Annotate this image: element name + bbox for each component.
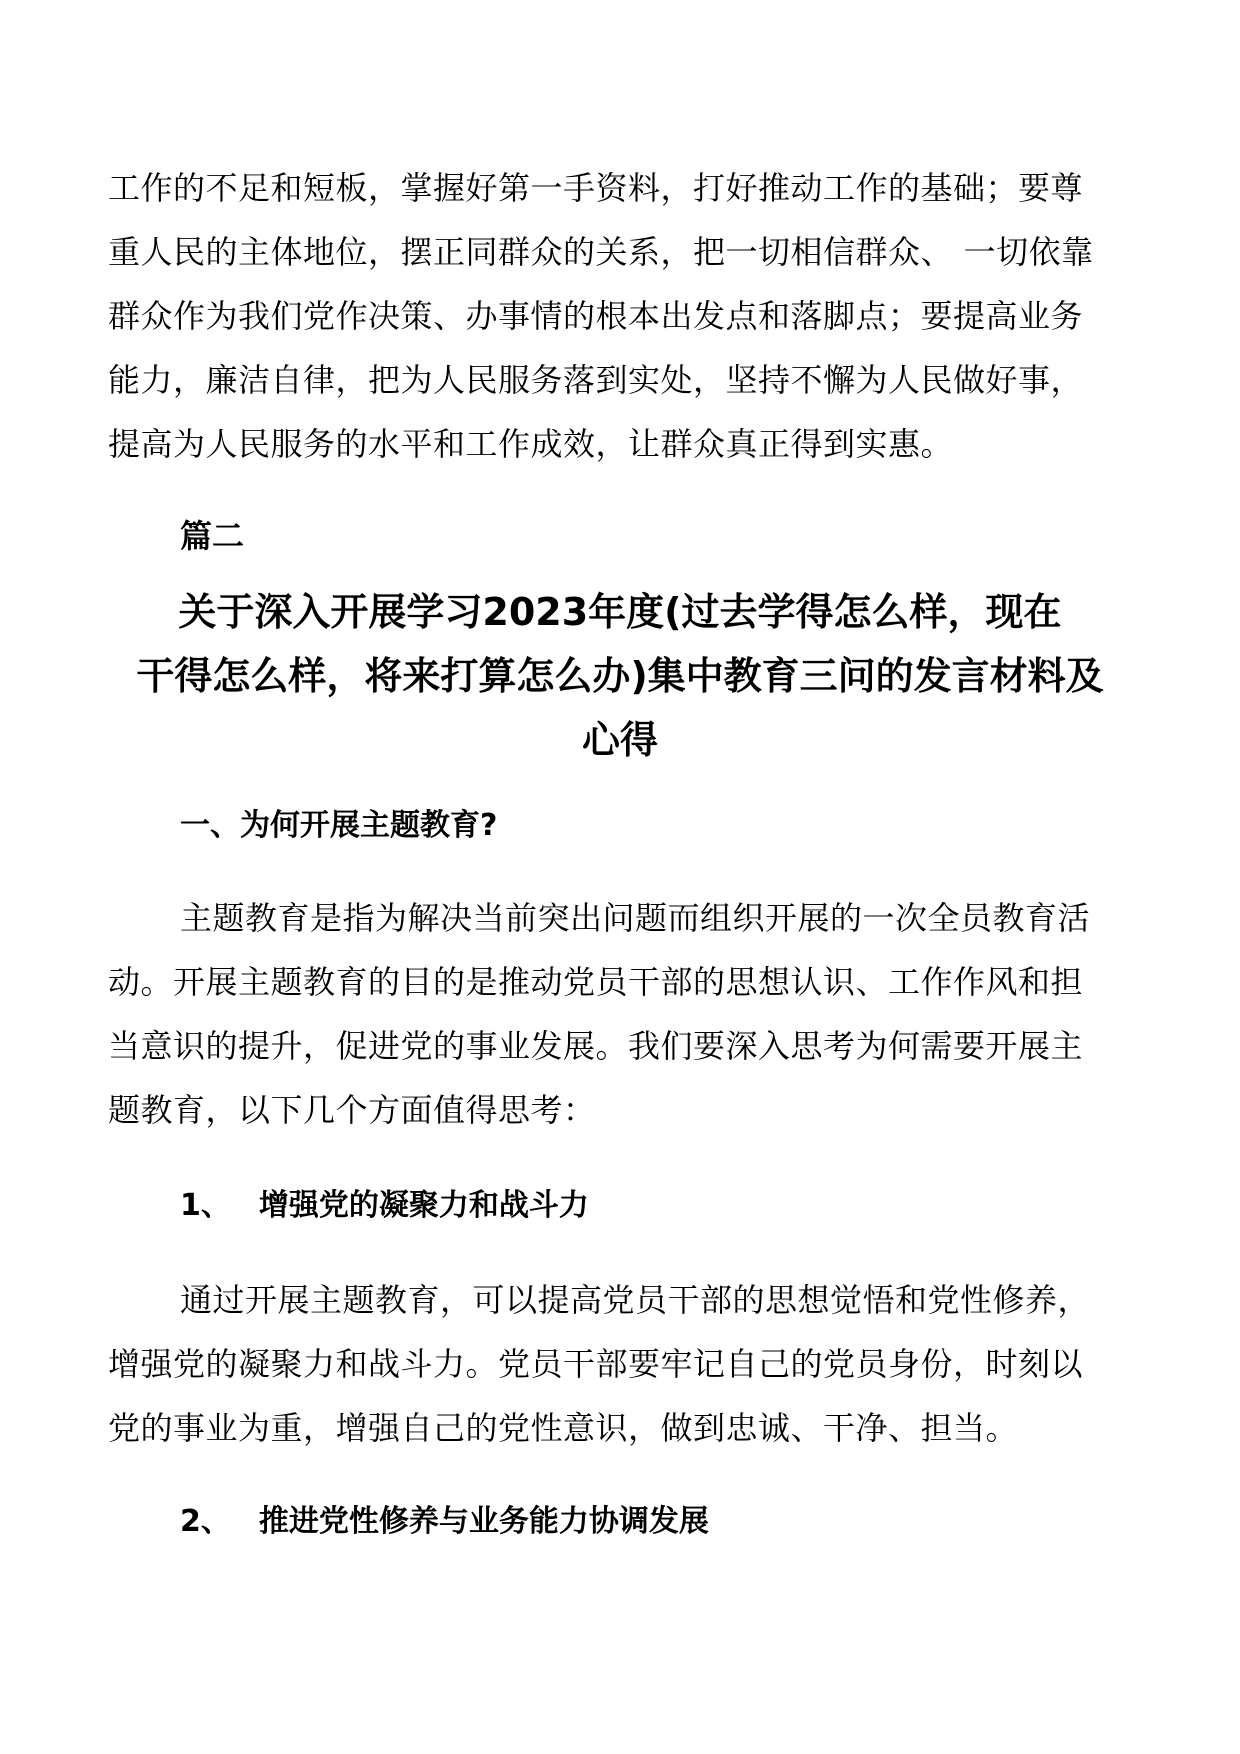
subheading-1-number: 1、 — [180, 1188, 231, 1223]
paragraph-2-line-1: 通过开展主题教育，可以提高党员干部的思想觉悟和党性修养， — [180, 1281, 1091, 1319]
intro-line-1: 工作的不足和短板，掌握好第一手资料，打好推动工作的基础；要尊 — [108, 169, 1084, 207]
subheading-1-text: 增强党的凝聚力和战斗力 — [258, 1188, 589, 1223]
paragraph-1-line-4: 题教育，以下几个方面值得思考： — [108, 1091, 596, 1129]
title-line-3: 心得 — [581, 718, 658, 762]
paragraph-2-line-3: 党的事业为重，增强自己的党性意识，做到忠诚、干净、担当。 — [108, 1409, 1019, 1447]
subheading-2-text: 推进党性修养与业务能力协调发展 — [258, 1504, 709, 1539]
title-line-1: 关于深入开展学习2023年度(过去学得怎么样，现在 — [178, 590, 1062, 634]
paragraph-2-line-2: 增强党的凝聚力和战斗力。党员干部要牢记自己的党员身份，时刻以 — [108, 1345, 1084, 1383]
heading-1: 一、为何开展主题教育? — [180, 808, 498, 843]
intro-line-3: 群众作为我们党作决策、办事情的根本出发点和落脚点；要提高业务 — [108, 297, 1084, 335]
section-label: 篇二 — [180, 517, 245, 555]
paragraph-1-line-2: 动。开展主题教育的目的是推动党员干部的思想认识、工作作风和担 — [108, 963, 1084, 1001]
paragraph-1-line-1: 主题教育是指为解决当前突出问题而组织开展的一次全员教育活 — [180, 899, 1091, 937]
intro-line-5: 提高为人民服务的水平和工作成效，让群众真正得到实惠。 — [108, 425, 954, 463]
intro-line-4: 能力，廉洁自律，把为人民服务落到实处，坚持不懈为人民做好事， — [108, 361, 1084, 399]
subheading-2-number: 2、 — [180, 1504, 231, 1539]
intro-line-2: 重人民的主体地位，摆正同群众的关系，把一切相信群众、 一切依靠 — [108, 233, 1094, 271]
subheading-1 — [180, 1186, 589, 1226]
subheading-2 — [180, 1502, 709, 1542]
paragraph-1-line-3: 当意识的提升，促进党的事业发展。我们要深入思考为何需要开展主 — [108, 1027, 1084, 1065]
title-line-2: 干得怎么样，将来打算怎么办)集中教育三问的发言材料及 — [136, 654, 1104, 698]
